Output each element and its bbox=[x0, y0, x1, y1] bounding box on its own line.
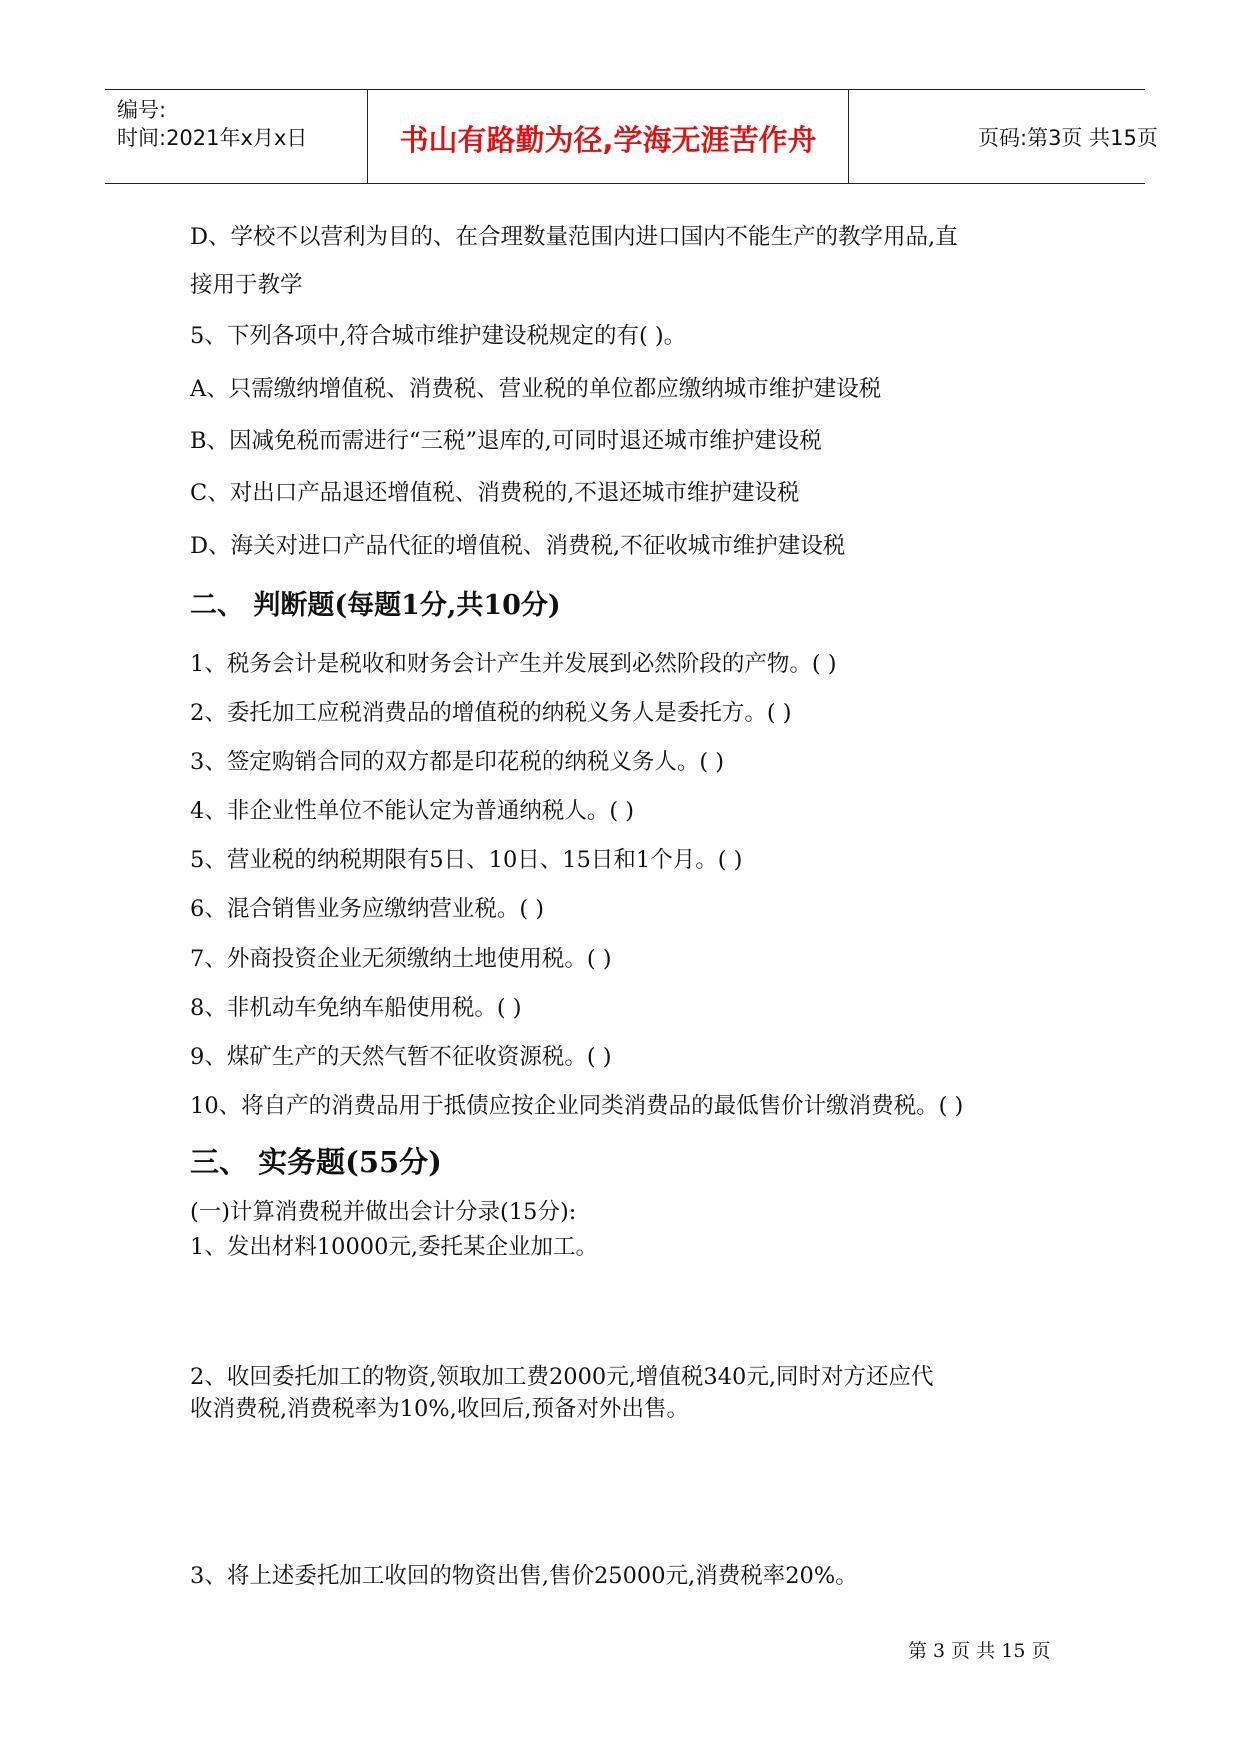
subsection-1-title: (一)计算消费税并做出会计分录(15分): bbox=[190, 1199, 577, 1225]
q5-option-d: D、海关对进口产品代征的增值税、消费税,不征收城市维护建设税 bbox=[190, 533, 846, 559]
problem-1: 1、发出材料10000元,委托某企业加工。 bbox=[190, 1234, 599, 1260]
judge-item-10: 10、将自产的消费品用于抵债应按企业同类消费品的最低售价计缴消费税。( ) bbox=[190, 1093, 964, 1119]
page-footer: 第 3 页 共 15 页 bbox=[908, 1640, 1051, 1662]
header-right-cell bbox=[850, 90, 1158, 183]
judge-item-2: 2、委托加工应税消费品的增值税的纳税义务人是委托方。( ) bbox=[190, 700, 792, 726]
header-motto: 书山有路勤为径,学海无涯苦作舟 bbox=[399, 123, 817, 157]
q5-option-b: B、因减免税而需进行“三税”退库的,可同时退还城市维护建设税 bbox=[190, 428, 822, 454]
judge-item-3: 3、签定购销合同的双方都是印花税的纳税义务人。( ) bbox=[190, 749, 725, 775]
judge-item-5: 5、营业税的纳税期限有5日、10日、15日和1个月。( ) bbox=[190, 847, 743, 873]
judge-item-7: 7、外商投资企业无须缴纳土地使用税。( ) bbox=[190, 946, 612, 972]
question-5: 5、下列各项中,符合城市维护建设税规定的有( )。 bbox=[190, 323, 687, 349]
judge-item-9: 9、煤矿生产的天然气暂不征收资源税。( ) bbox=[190, 1044, 612, 1070]
problem-2-line2: 收消费税,消费税率为10%,收回后,预备对外出售。 bbox=[190, 1396, 689, 1422]
page-header bbox=[105, 89, 1158, 184]
q4-option-d-line2: 接用于教学 bbox=[190, 272, 303, 298]
problem-2-line1: 2、收回委托加工的物资,领取加工费2000元,增值税340元,同时对方还应代 bbox=[190, 1364, 934, 1390]
header-left-cell bbox=[105, 90, 368, 183]
q4-option-d-line1: D、学校不以营利为目的、在合理数量范围内进口国内不能生产的教学用品,直 bbox=[190, 224, 958, 250]
judge-item-1: 1、税务会计是税收和财务会计产生并发展到必然阶段的产物。( ) bbox=[190, 651, 837, 677]
q5-option-a: A、只需缴纳增值税、消费税、营业税的单位都应缴纳城市维护建设税 bbox=[190, 376, 882, 402]
document-number-label: 编号: bbox=[117, 98, 167, 122]
header-middle-cell bbox=[368, 90, 849, 183]
section-3-title: 三、 实务题(55分) bbox=[190, 1145, 442, 1179]
document-time: 时间:2021年x月x日 bbox=[117, 126, 308, 150]
judge-item-4: 4、非企业性单位不能认定为普通纳税人。( ) bbox=[190, 798, 635, 824]
judge-item-6: 6、混合销售业务应缴纳营业税。( ) bbox=[190, 896, 545, 922]
section-2-title: 二、 判断题(每题1分,共10分) bbox=[190, 590, 561, 621]
header-page-code: 页码:第3页 共15页 bbox=[978, 126, 1158, 150]
problem-3: 3、将上述委托加工收回的物资出售,售价25000元,消费税率20%。 bbox=[190, 1563, 858, 1589]
judge-item-8: 8、非机动车免纳车船使用税。( ) bbox=[190, 995, 522, 1021]
q5-option-c: C、对出口产品退还增值税、消费税的,不退还城市维护建设税 bbox=[190, 480, 800, 506]
